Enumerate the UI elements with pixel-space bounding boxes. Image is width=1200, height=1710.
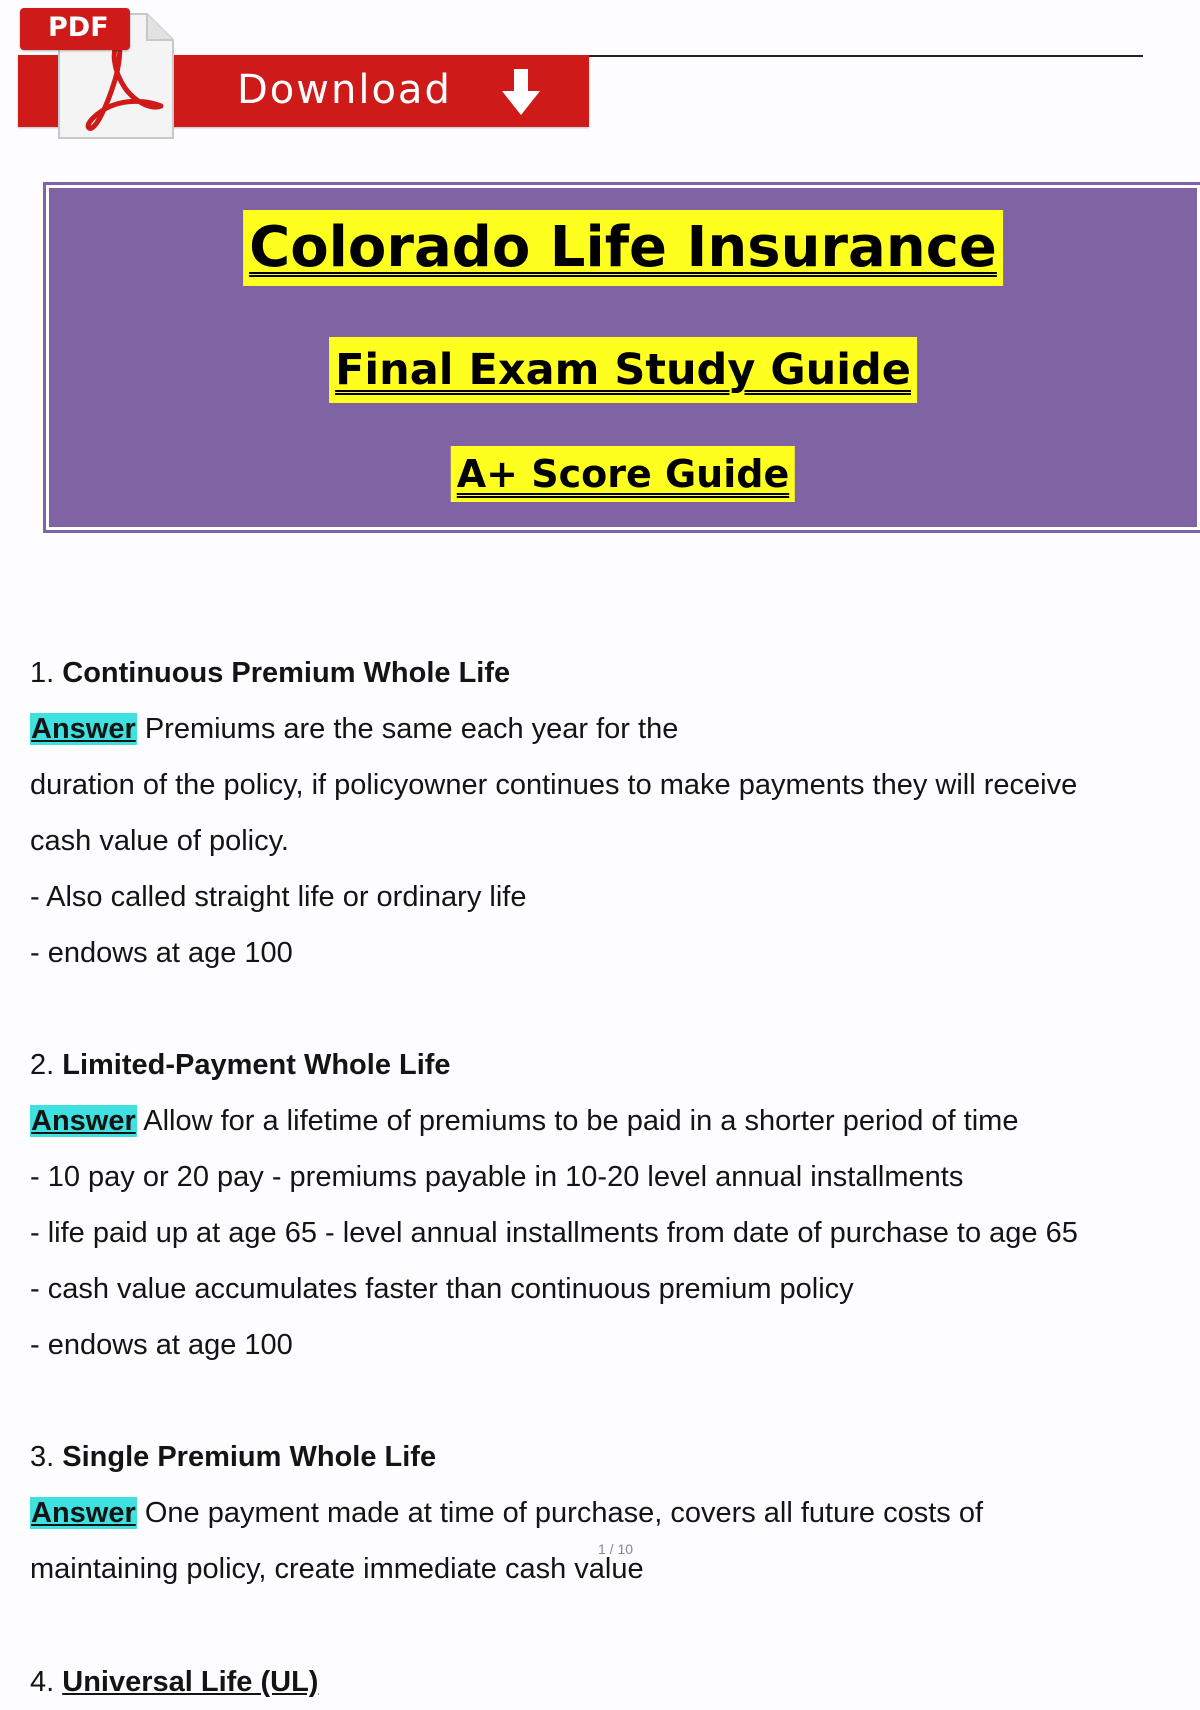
answer-bullet: - endows at age 100 (30, 937, 293, 969)
question-block-3 (30, 1429, 1200, 1597)
answer-bullet: - 10 pay or 20 pay - premiums payable in 10-20 level annual installments (30, 1161, 964, 1193)
answer-text: cash value of policy. (30, 825, 289, 857)
guide-title: Colorado Life Insurance (243, 210, 1003, 286)
question-title: Continuous Premium Whole Life (62, 657, 511, 689)
question-title: Universal Life (UL) (62, 1666, 319, 1698)
answer-text: duration of the policy, if policyowner continues to make payments they will receive (30, 769, 1078, 801)
answer-bullet: - cash value accumulates faster than continuous premium policy (30, 1273, 854, 1305)
guide-tagline: A+ Score Guide (451, 446, 795, 502)
question-number: 1. (30, 657, 55, 689)
page-indicator: 1 / 10 (598, 1541, 634, 1557)
download-label[interactable]: Download (237, 67, 452, 113)
question-block-1 (30, 645, 1200, 981)
question-heading (30, 1037, 1200, 1093)
answer-tag: Answer (31, 1105, 136, 1137)
answer-bullet: - Also called straight life or ordinary life (30, 881, 527, 913)
answer-text: One payment made at time of purchase, covers all future costs of (144, 1497, 984, 1529)
pdf-badge-label: PDF (48, 12, 109, 43)
answer-line (30, 1093, 1200, 1149)
answer-text: Allow for a lifetime of premiums to be paid in a shorter period of time (143, 1105, 1019, 1137)
question-number: 2. (30, 1049, 55, 1081)
title-card (46, 185, 1200, 530)
answer-tag: Answer (31, 1497, 136, 1529)
question-title: Single Premium Whole Life (62, 1441, 437, 1473)
download-arrow-icon[interactable] (500, 67, 542, 117)
question-heading (30, 645, 1200, 701)
question-block-2 (30, 1037, 1200, 1373)
guide-subtitle: Final Exam Study Guide (329, 337, 917, 403)
answer-bullet: - life paid up at age 65 - level annual installments from date of purchase to age 65 (30, 1217, 1078, 1249)
header-rule (589, 55, 1143, 57)
question-heading (30, 1429, 1200, 1485)
answer-text: Premiums are the same each year for the (144, 713, 679, 745)
question-title: Limited-Payment Whole Life (62, 1049, 451, 1081)
answer-bullet: - endows at age 100 (30, 1329, 293, 1361)
answer-text: maintaining policy, create immediate cash value (30, 1553, 644, 1585)
answer-line (30, 1485, 1200, 1541)
answer-tag: Answer (31, 713, 136, 745)
pdf-badge (20, 8, 130, 50)
question-number: 3. (30, 1441, 55, 1473)
question-block-4 (30, 1654, 1200, 1710)
question-number: 4. (30, 1666, 55, 1698)
question-heading (30, 1654, 1200, 1710)
answer-line (30, 701, 1200, 757)
